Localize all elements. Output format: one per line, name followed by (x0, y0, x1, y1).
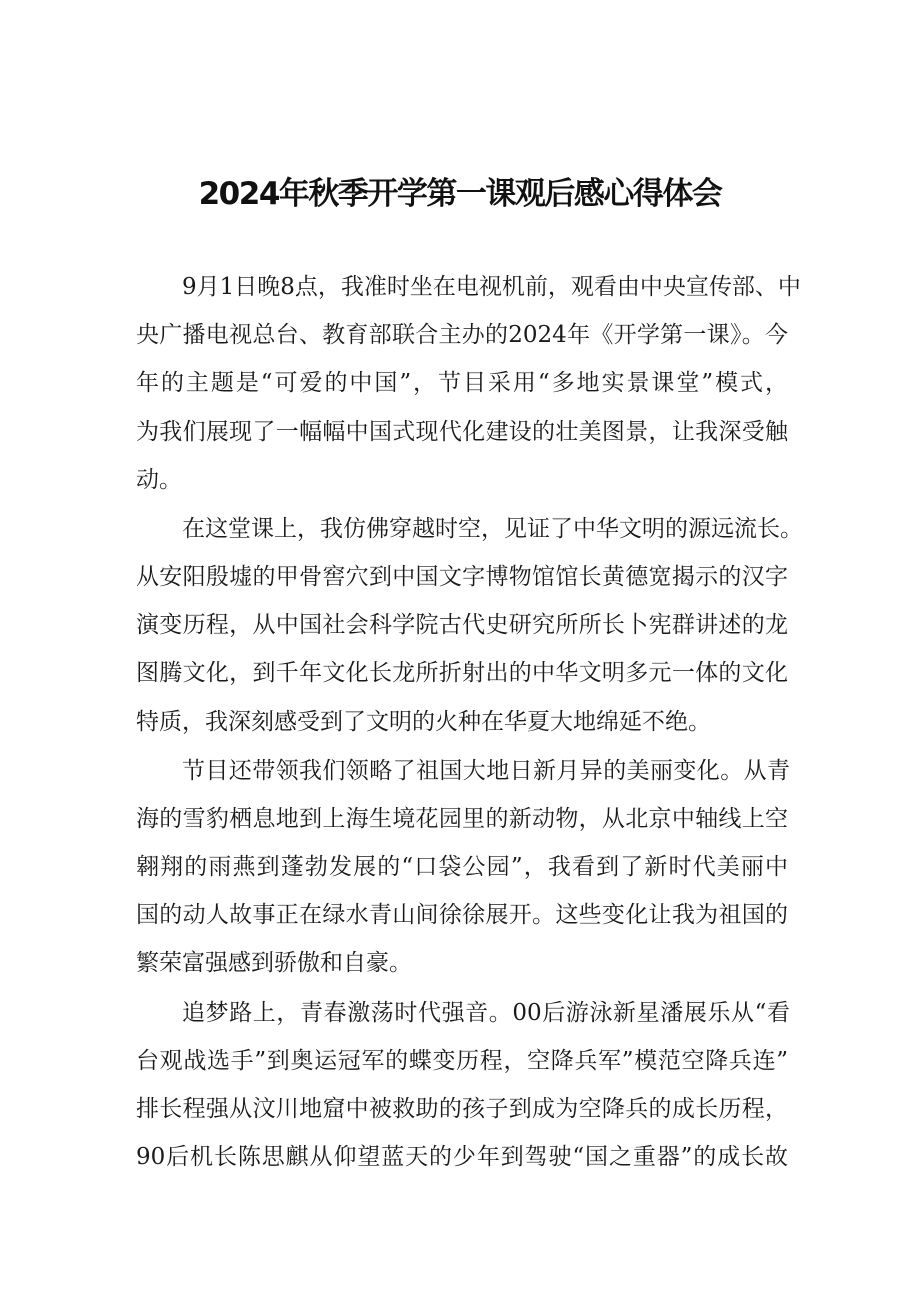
paragraph-3-line-4: 国的动人故事正在绿水青山间徐徐展开。这些变化让我为祖国的 (136, 902, 788, 928)
paragraph-1-line-3: 年的主题是“可爱的中国”，节目采用“多地实景课堂”模式， (136, 370, 788, 396)
paragraph-2-line-5: 特质，我深刻感受到了文明的火种在华夏大地绵延不绝。 (136, 709, 711, 735)
paragraph-2-line-2: 从安阳殷墟的甲骨窖穴到中国文字博物馆馆长黄德宽揭示的汉字 (136, 564, 788, 590)
paragraph-4-line-1: 追梦路上，青春激荡时代强音。00后游泳新星潘展乐从“看 (182, 1000, 790, 1026)
paragraph-4-line-4: 90后机长陈思麒从仰望蓝天的少年到驾驶“国之重器”的成长故 (136, 1144, 788, 1170)
paragraph-2-line-3: 演变历程，从中国社会科学院古代史研究所所长卜宪群讲述的龙 (136, 612, 788, 638)
paragraph-2-line-4: 图腾文化，到千年文化长龙所折射出的中华文明多元一体的文化 (136, 660, 788, 686)
paragraph-3-line-3: 翱翔的雨燕到蓬勃发展的“口袋公园”，我看到了新时代美丽中 (136, 854, 788, 880)
document-title: 2024年秋季开学第一课观后感心得体会 (198, 176, 722, 212)
paragraph-3-line-5: 繁荣富强感到骄傲和自豪。 (136, 950, 412, 976)
paragraph-4-line-3: 排长程强从汶川地窟中被救助的孩子到成为空降兵的成长历程， (136, 1096, 788, 1122)
paragraph-3-line-1: 节目还带领我们领略了祖国大地日新月异的美丽变化。从青 (182, 758, 790, 784)
paragraph-3-line-2: 海的雪豹栖息地到上海生境花园里的新动物，从北京中轴线上空 (136, 806, 788, 832)
paragraph-1-line-5: 动。 (136, 467, 182, 493)
paragraph-1-line-1: 9月1日晚8点，我准时坐在电视机前，观看由中央宣传部、中 (182, 274, 801, 300)
paragraph-1-line-2: 央广播电视总台、教育部联合主办的2024年《开学第一课》。今 (136, 322, 788, 348)
paragraph-1-line-4: 为我们展现了一幅幅中国式现代化建设的壮美图景，让我深受触 (136, 419, 788, 445)
paragraph-4-line-2: 台观战选手”到奥运冠军的蝶变历程，空降兵军”模范空降兵连” (136, 1048, 788, 1074)
paragraph-2-line-1: 在这堂课上，我仿佛穿越时空，见证了中华文明的源远流长。 (182, 516, 803, 542)
